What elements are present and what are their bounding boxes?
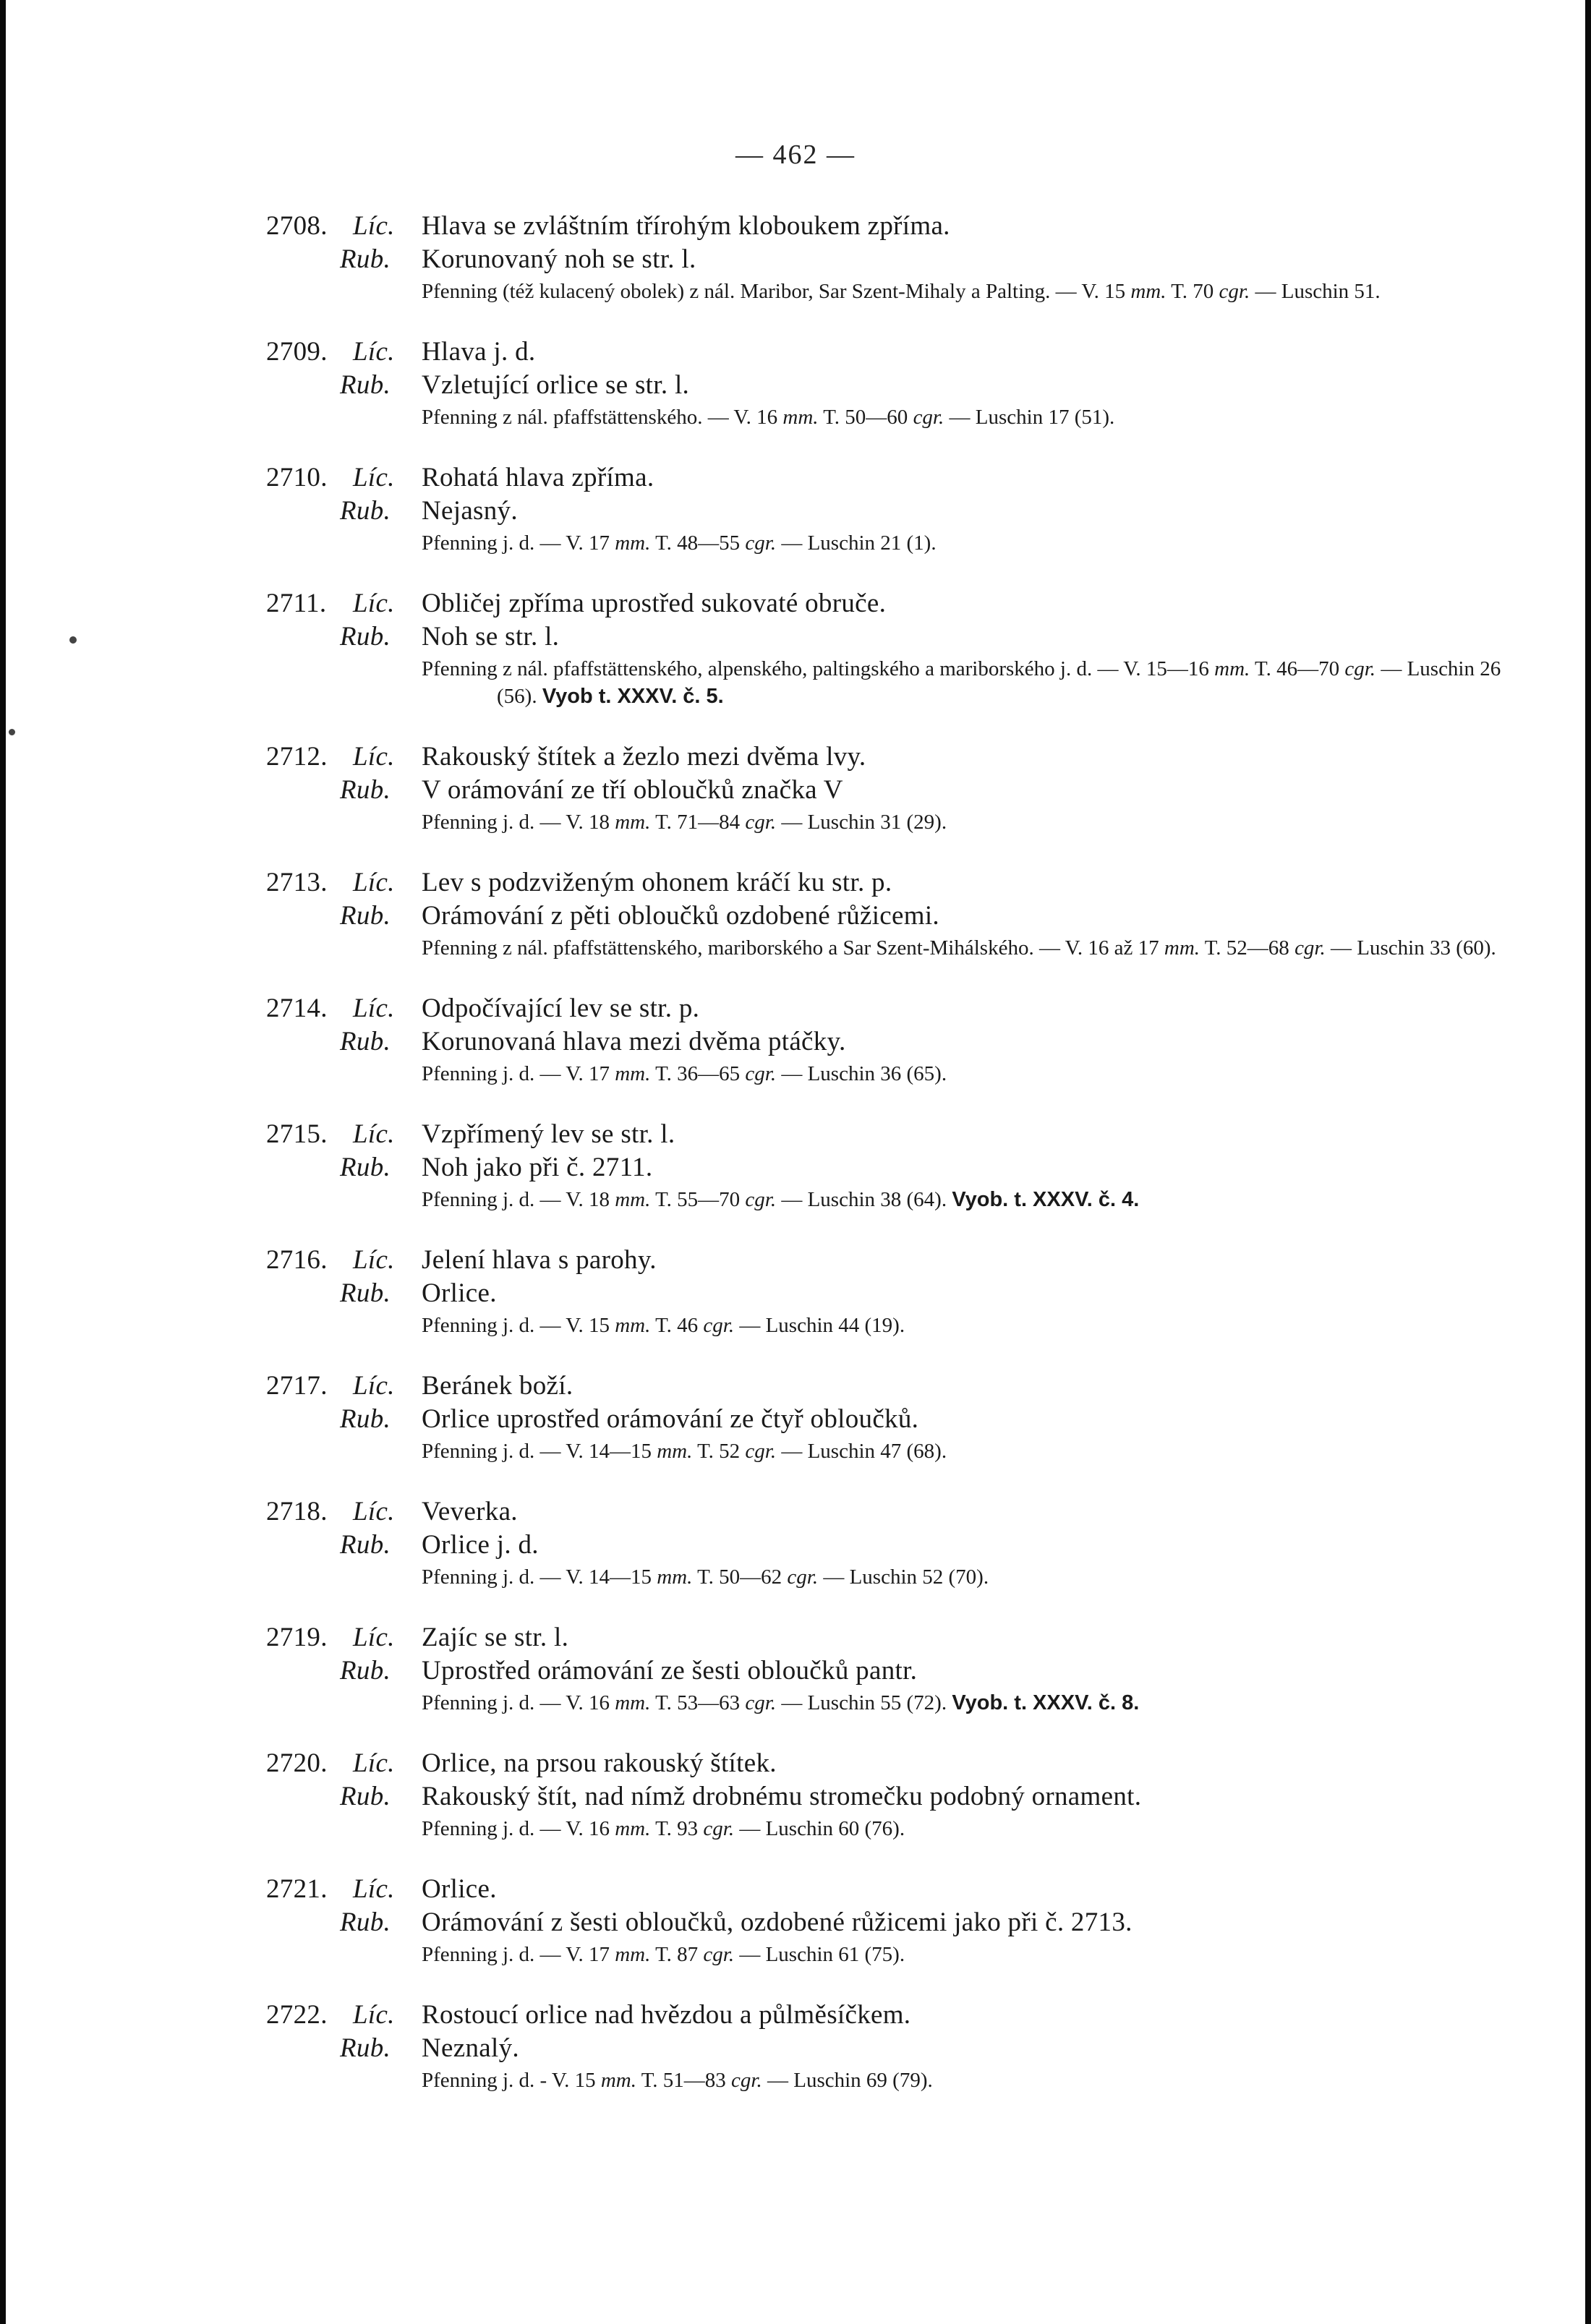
entry-number: 2719. [266, 1623, 328, 1652]
note-reference: — Luschin 69 (79). [762, 2069, 933, 2092]
obverse-description: Obličej zpříma uprostřed sukovaté obruče. [422, 589, 887, 618]
reverse-description: Orlice j. d. [422, 1530, 539, 1560]
reverse-label: Rub. [340, 1656, 391, 1686]
reverse-label: Rub. [340, 244, 391, 274]
note-weight: T. 51—83 [636, 2069, 732, 2092]
reverse-line [266, 1780, 1510, 1814]
obverse-line [266, 1747, 1510, 1780]
note-reference: — Luschin 33 (60). [1325, 936, 1496, 960]
note-text: Pfenning j. d. — V. 17 [422, 531, 615, 555]
note-text: Pfenning j. d. — V. 16 [422, 1691, 615, 1714]
reverse-description: Korunovaný noh se str. l. [422, 244, 696, 274]
obverse-label: Líc. [353, 589, 395, 618]
reverse-description: Noh jako při č. 2711. [422, 1153, 653, 1182]
reverse-description: Orámování z šesti obloučků, ozdobené růžicemi jako při č. 2713. [422, 1908, 1133, 1937]
plate-reference: Vyob. t. XXXV. č. 4. [952, 1188, 1140, 1211]
obverse-description: Hlava se zvláštním třírohým kloboukem zpříma. [422, 211, 950, 241]
reverse-line [266, 2032, 1510, 2065]
coin-note [422, 278, 1509, 305]
obverse-line [266, 866, 1510, 900]
entry-number: 2721. [266, 1874, 328, 1904]
unit-cgr: cgr. [745, 1440, 777, 1463]
coin-note [422, 1060, 1509, 1088]
obverse-line [266, 1370, 1510, 1403]
unit-cgr: cgr. [787, 1565, 819, 1589]
note-reference: — Luschin 51. [1250, 280, 1381, 303]
note-weight: T. 52—68 [1200, 936, 1295, 960]
note-weight: T. 87 [650, 1943, 704, 1966]
obverse-description: Odpočívající lev se str. p. [422, 994, 700, 1023]
unit-cgr: cgr. [745, 531, 777, 555]
reverse-line [266, 369, 1510, 402]
obverse-label: Líc. [353, 1371, 395, 1401]
note-reference: — Luschin 60 (76). [734, 1817, 905, 1840]
obverse-description: Orlice. [422, 1874, 497, 1904]
catalogue-entry [266, 1621, 1510, 1717]
unit-mm: mm. [1130, 280, 1166, 303]
obverse-description: Zajíc se str. l. [422, 1623, 569, 1652]
unit-mm: mm. [615, 1062, 651, 1085]
note-text: Pfenning j. d. - V. 15 [422, 2069, 601, 2092]
obverse-label: Líc. [353, 1245, 395, 1275]
entry-number: 2715. [266, 1119, 328, 1149]
coin-note [422, 1437, 1509, 1465]
unit-mm: mm. [1164, 936, 1200, 960]
coin-note [422, 934, 1509, 962]
obverse-line [266, 1244, 1510, 1277]
catalogue-entry [266, 1244, 1510, 1339]
note-text: Pfenning j. d. — V. 15 [422, 1314, 615, 1337]
catalogue-entry [266, 1118, 1510, 1213]
obverse-line [266, 336, 1510, 369]
note-reference: — Luschin 47 (68). [776, 1440, 947, 1463]
reverse-description: Vzletující orlice se str. l. [422, 370, 690, 400]
catalogue-entry [266, 336, 1510, 431]
note-text: Pfenning j. d. — V. 18 [422, 811, 615, 834]
catalogue-entry [266, 1747, 1510, 1842]
catalogue-entry [266, 210, 1510, 305]
entry-number: 2720. [266, 1748, 328, 1778]
unit-mm: mm. [600, 2069, 636, 2092]
obverse-label: Líc. [353, 742, 395, 772]
note-weight: T. 70 [1166, 280, 1219, 303]
reverse-line [266, 774, 1510, 807]
obverse-line [266, 1999, 1510, 2032]
obverse-label: Líc. [353, 1874, 395, 1904]
obverse-line [266, 1873, 1510, 1906]
note-weight: T. 55—70 [650, 1188, 746, 1211]
document-page [6, 0, 1585, 2324]
scan-border [1585, 0, 1591, 2324]
entry-number: 2718. [266, 1497, 328, 1526]
reverse-line [266, 900, 1510, 933]
note-reference: — Luschin 52 (70). [818, 1565, 989, 1589]
entry-number: 2710. [266, 463, 328, 492]
catalogue-entry [266, 1370, 1510, 1465]
reverse-line [266, 1151, 1510, 1184]
reverse-line [266, 1403, 1510, 1436]
ink-speck [69, 636, 77, 644]
note-text: Pfenning j. d. — V. 14—15 [422, 1565, 657, 1589]
obverse-line [266, 1495, 1510, 1529]
reverse-description: Orámování z pěti obloučků ozdobené růžicemi. [422, 901, 939, 931]
note-text: Pfenning j. d. — V. 14—15 [422, 1440, 657, 1463]
unit-cgr: cgr. [913, 406, 944, 429]
note-text: Pfenning j. d. — V. 17 [422, 1943, 615, 1966]
note-reference: — Luschin 21 (1). [776, 531, 937, 555]
coin-note [422, 1186, 1509, 1213]
obverse-label: Líc. [353, 211, 395, 241]
entry-number: 2714. [266, 994, 328, 1023]
obverse-description: Rohatá hlava zpříma. [422, 463, 654, 492]
unit-mm: mm. [615, 1817, 651, 1840]
note-reference: — Luschin 31 (29). [776, 811, 947, 834]
coin-note [422, 1689, 1509, 1717]
note-reference: — Luschin 44 (19). [734, 1314, 905, 1337]
note-reference: — Luschin 36 (65). [776, 1062, 947, 1085]
note-weight: T. 53—63 [650, 1691, 746, 1714]
reverse-label: Rub. [340, 775, 391, 805]
note-weight: T. 36—65 [650, 1062, 746, 1085]
coin-note [422, 1563, 1509, 1591]
entry-number: 2711. [266, 589, 327, 618]
unit-mm: mm. [615, 1943, 651, 1966]
coin-note [422, 808, 1509, 836]
coin-note [422, 529, 1509, 557]
note-weight: T. 71—84 [650, 811, 746, 834]
obverse-line [266, 587, 1510, 620]
reverse-label: Rub. [340, 1782, 391, 1811]
obverse-label: Líc. [353, 1497, 395, 1526]
coin-note [422, 403, 1509, 431]
obverse-description: Orlice, na prsou rakouský štítek. [422, 1748, 777, 1778]
obverse-description: Rostoucí orlice nad hvězdou a půlměsíčkem. [422, 2000, 911, 2030]
unit-cgr: cgr. [1344, 657, 1376, 680]
entry-number: 2708. [266, 211, 328, 241]
plate-reference: Vyob t. XXXV. č. 5. [542, 685, 724, 708]
unit-mm: mm. [615, 811, 651, 834]
reverse-description: Korunovaná hlava mezi dvěma ptáčky. [422, 1027, 846, 1056]
obverse-label: Líc. [353, 2000, 395, 2030]
plate-reference: Vyob. t. XXXV. č. 8. [952, 1691, 1140, 1714]
reverse-label: Rub. [340, 1530, 391, 1560]
obverse-line [266, 1118, 1510, 1151]
obverse-label: Líc. [353, 463, 395, 492]
unit-mm: mm. [615, 531, 651, 555]
reverse-line [266, 620, 1510, 654]
reverse-label: Rub. [340, 1153, 391, 1182]
obverse-description: Vzpřímený lev se str. l. [422, 1119, 675, 1149]
obverse-description: Rakouský štítek a žezlo mezi dvěma lvy. [422, 742, 866, 772]
reverse-line [266, 1277, 1510, 1310]
reverse-description: Neznalý. [422, 2033, 519, 2063]
note-weight: T. 48—55 [650, 531, 746, 555]
catalogue-entry [266, 1873, 1510, 1968]
reverse-label: Rub. [340, 622, 391, 652]
catalogue-entry [266, 461, 1510, 557]
obverse-line [266, 461, 1510, 495]
unit-mm: mm. [782, 406, 819, 429]
obverse-label: Líc. [353, 337, 395, 367]
note-text: Pfenning j. d. — V. 16 [422, 1817, 615, 1840]
note-text: Pfenning (též kulacený obolek) z nál. Maribor, Sar Szent-Mihaly a Palting. — V. 15 [422, 280, 1131, 303]
unit-mm: mm. [1214, 657, 1250, 680]
reverse-description: Noh se str. l. [422, 622, 560, 652]
reverse-label: Rub. [340, 1278, 391, 1308]
obverse-label: Líc. [353, 1119, 395, 1149]
unit-cgr: cgr. [745, 1691, 777, 1714]
reverse-line [266, 1906, 1510, 1939]
note-weight: T. 50—60 [818, 406, 913, 429]
note-text: Pfenning z nál. pfaffstättenského. — V. 16 [422, 406, 783, 429]
unit-mm: mm. [615, 1188, 651, 1211]
reverse-line [266, 243, 1510, 276]
reverse-label: Rub. [340, 370, 391, 400]
note-weight: T. 50—62 [692, 1565, 788, 1589]
reverse-description: Orlice uprostřed orámování ze čtyř obloučků. [422, 1404, 919, 1434]
obverse-line [266, 1621, 1510, 1654]
note-reference: — Luschin 38 (64). [776, 1188, 952, 1211]
note-reference: — Luschin 26 (56). [497, 657, 1501, 708]
unit-cgr: cgr. [703, 1817, 735, 1840]
obverse-line [266, 992, 1510, 1025]
reverse-label: Rub. [340, 1027, 391, 1056]
note-text: Pfenning j. d. — V. 17 [422, 1062, 615, 1085]
unit-mm: mm. [657, 1565, 693, 1589]
reverse-line [266, 1529, 1510, 1562]
coin-note [422, 1815, 1509, 1842]
reverse-line [266, 1025, 1510, 1059]
reverse-line [266, 1654, 1510, 1688]
entry-number: 2717. [266, 1371, 328, 1401]
reverse-description: Rakouský štít, nad nímž drobnému stromečku podobný ornament. [422, 1782, 1142, 1811]
coin-note [422, 2067, 1509, 2094]
obverse-line [266, 210, 1510, 243]
note-reference: — Luschin 17 (51). [944, 406, 1115, 429]
note-reference: — Luschin 55 (72). [776, 1691, 952, 1714]
unit-cgr: cgr. [745, 811, 777, 834]
obverse-label: Líc. [353, 1748, 395, 1778]
unit-cgr: cgr. [1219, 280, 1250, 303]
note-weight: T. 52 [692, 1440, 746, 1463]
entry-number: 2716. [266, 1245, 328, 1275]
catalogue-entry [266, 740, 1510, 836]
entry-number: 2713. [266, 868, 328, 897]
ink-speck [9, 729, 15, 735]
page-number: — 462 — [735, 140, 856, 170]
note-text: Pfenning z nál. pfaffstättenského, alpenského, paltingského a mariborského j. d. — V. 15—16 [422, 657, 1215, 680]
note-weight: T. 93 [650, 1817, 704, 1840]
unit-cgr: cgr. [703, 1314, 735, 1337]
unit-cgr: cgr. [745, 1188, 777, 1211]
unit-cgr: cgr. [745, 1062, 777, 1085]
catalogue-entry [266, 866, 1510, 962]
reverse-line [266, 495, 1510, 528]
reverse-description: Orlice. [422, 1278, 497, 1308]
reverse-description: V orámování ze tří obloučků značka V [422, 775, 843, 805]
reverse-label: Rub. [340, 496, 391, 526]
coin-note [422, 655, 1509, 710]
coin-note [422, 1941, 1509, 1968]
obverse-line [266, 740, 1510, 774]
obverse-label: Líc. [353, 1623, 395, 1652]
note-reference: — Luschin 61 (75). [734, 1943, 905, 1966]
unit-mm: mm. [615, 1691, 651, 1714]
unit-cgr: cgr. [703, 1943, 735, 1966]
coin-note [422, 1312, 1509, 1339]
reverse-description: Uprostřed orámování ze šesti obloučků pantr. [422, 1656, 918, 1686]
obverse-description: Jelení hlava s parohy. [422, 1245, 657, 1275]
obverse-description: Hlava j. d. [422, 337, 536, 367]
unit-cgr: cgr. [1294, 936, 1326, 960]
unit-mm: mm. [657, 1440, 693, 1463]
obverse-description: Veverka. [422, 1497, 518, 1526]
unit-mm: mm. [615, 1314, 651, 1337]
catalogue-entry [266, 587, 1510, 710]
reverse-label: Rub. [340, 1404, 391, 1434]
catalogue-entry [266, 992, 1510, 1088]
note-text: Pfenning j. d. — V. 18 [422, 1188, 615, 1211]
catalogue-entry [266, 1495, 1510, 1591]
entry-number: 2709. [266, 337, 328, 367]
obverse-label: Líc. [353, 868, 395, 897]
coin-catalogue-list [266, 210, 1510, 2124]
catalogue-entry [266, 1999, 1510, 2094]
unit-cgr: cgr. [731, 2069, 762, 2092]
reverse-label: Rub. [340, 1908, 391, 1937]
reverse-label: Rub. [340, 901, 391, 931]
entry-number: 2712. [266, 742, 328, 772]
reverse-description: Nejasný. [422, 496, 518, 526]
note-weight: T. 46 [650, 1314, 704, 1337]
obverse-description: Lev s podzviženým ohonem kráčí ku str. p. [422, 868, 892, 897]
entry-number: 2722. [266, 2000, 328, 2030]
obverse-label: Líc. [353, 994, 395, 1023]
note-text: Pfenning z nál. pfaffstättenského, mariborského a Sar Szent-Mihálského. — V. 16 až 17 [422, 936, 1164, 960]
note-weight: T. 46—70 [1250, 657, 1345, 680]
reverse-label: Rub. [340, 2033, 391, 2063]
obverse-description: Beránek boží. [422, 1371, 573, 1401]
